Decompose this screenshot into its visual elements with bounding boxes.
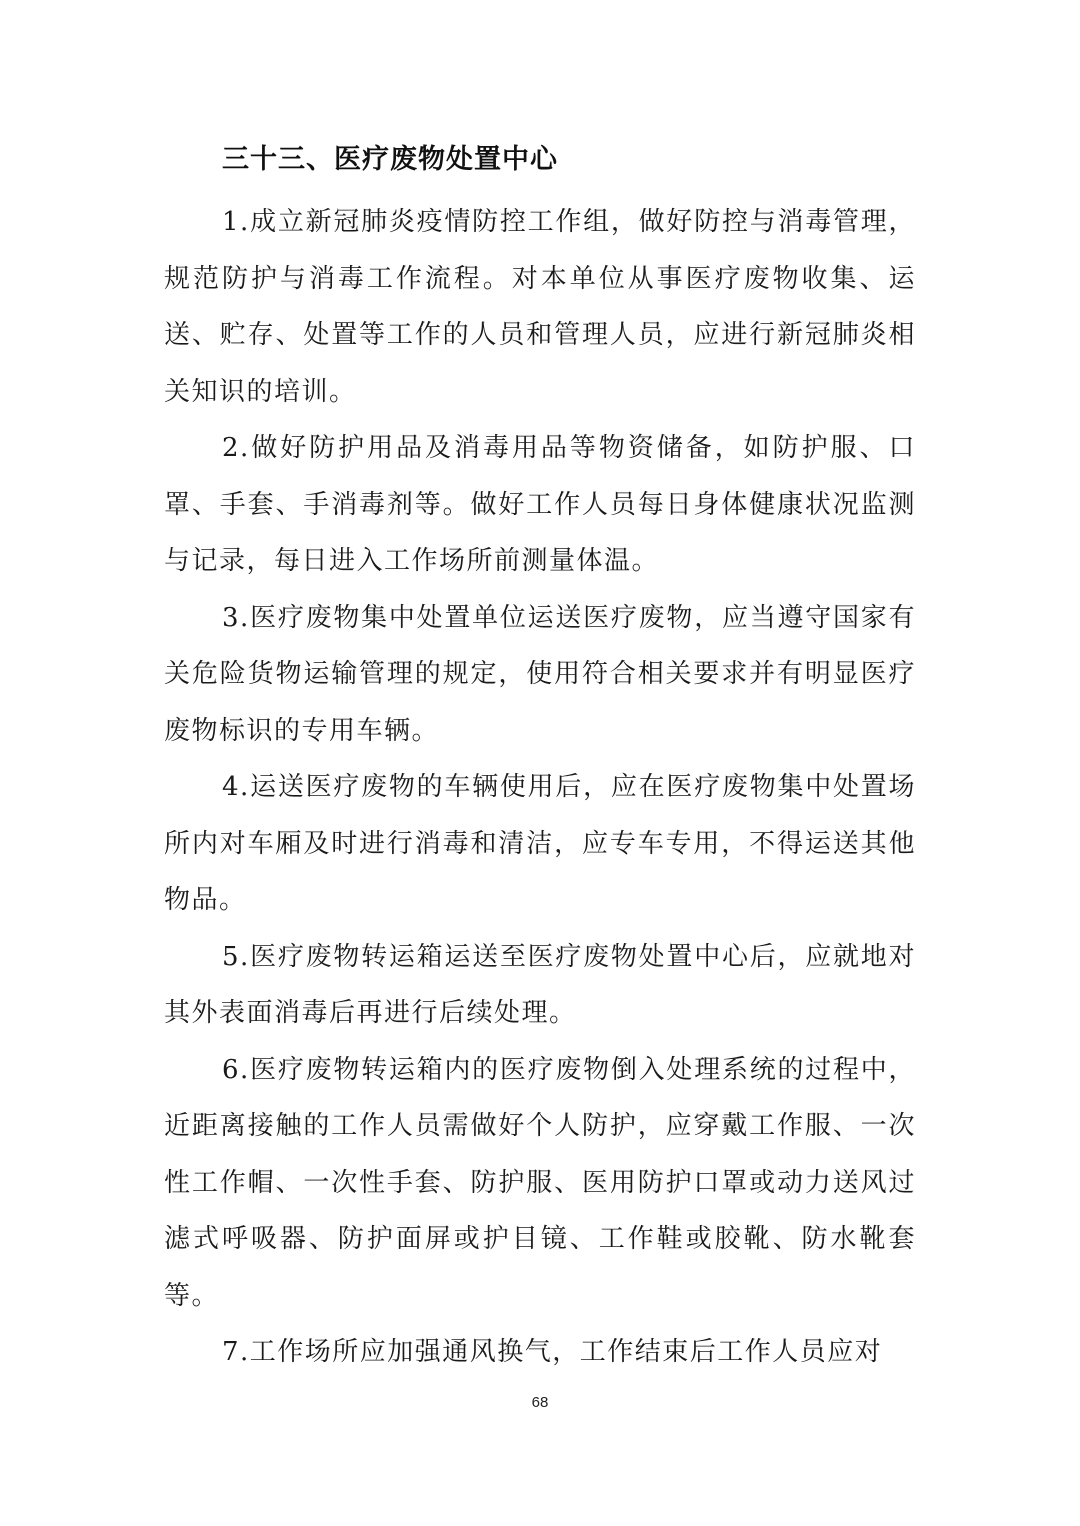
page-number: 68 — [531, 1394, 549, 1411]
paragraph-5: 5.医疗废物转运箱运送至医疗废物处置中心后，应就地对其外表面消毒后再进行后续处理。 — [164, 941, 916, 1028]
paragraph-3: 3.医疗废物集中处置单位运送医疗废物，应当遵守国家有关危险货物运输管理的规定，使用符合相关要求并有明显医疗废物标识的专用车辆。 — [164, 602, 916, 746]
paragraph-2: 2.做好防护用品及消毒用品等物资储备，如防护服、口罩、手套、手消毒剂等。做好工作人员每日身体健康状况监测与记录，每日进入工作场所前测量体温。 — [164, 433, 916, 576]
paragraph-7: 7.工作场所应加强通风换气，工作结束后工作人员应对 — [222, 1337, 883, 1367]
section-heading: 三十三、医疗废物处置中心 — [222, 144, 558, 175]
paragraph-4: 4.运送医疗废物的车辆使用后，应在医疗废物集中处置场所内对车厢及时进行消毒和清洁，应专车专用，不得运送其他物品。 — [164, 772, 916, 915]
paragraph-6: 6.医疗废物转运箱内的医疗废物倒入处理系统的过程中，近距离接触的工作人员需做好个人防护，应穿戴工作服、一次性工作帽、一次性手套、防护服、医用防护口罩或动力送风过滤式呼吸器、防护面屏或护目镜、工作鞋或胶靴、防水靴套等。 — [164, 1054, 916, 1311]
paragraph-1: 1.成立新冠肺炎疫情防控工作组，做好防控与消毒管理，规范防护与消毒工作流程。对本单位从事医疗废物收集、运送、贮存、处置等工作的人员和管理人员，应进行新冠肺炎相关知识的培训。 — [164, 207, 916, 407]
page-content — [164, 140, 916, 1381]
